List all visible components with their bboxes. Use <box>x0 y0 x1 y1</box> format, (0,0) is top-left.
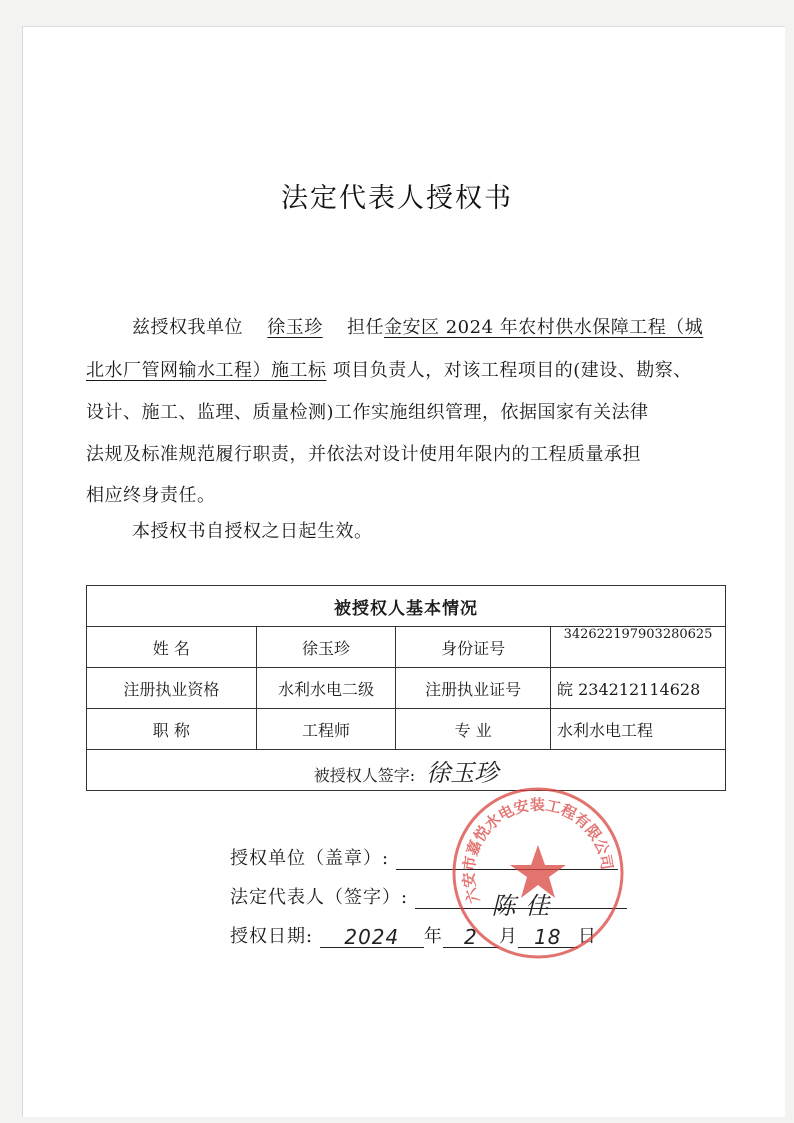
title-value: 工程师 <box>256 709 396 750</box>
seal-text: 六安市嘉悦水电安装工程有限公司 <box>459 795 617 906</box>
responsibility-text: 项目负责人，对该工程项目的(建设、勘察、 <box>332 360 692 381</box>
project-name-part1: 金安区 2024 年农村供水保障工程（城 <box>384 317 704 338</box>
year-unit: 年 <box>423 926 443 947</box>
paragraph-line-1 <box>132 313 703 339</box>
major-value: 水利水电工程 <box>551 709 726 750</box>
signature-row <box>87 750 726 791</box>
month-unit: 月 <box>498 926 518 947</box>
effective-paragraph: 本授权书自授权之日起生效。 <box>132 521 373 542</box>
project-name-part2: 北水厂管网输水工程）施工标 <box>86 360 327 381</box>
year-value: 2024 <box>344 925 400 949</box>
license-number-value: 皖 234212114628 <box>551 668 726 709</box>
title-label: 职 称 <box>87 709 257 750</box>
id-number-value: 342622197903280625 <box>551 627 726 668</box>
table-header: 被授权人基本情况 <box>87 586 726 627</box>
document-title: 法定代表人授权书 <box>281 183 513 214</box>
signature-label: 被授权人签字: <box>313 765 416 785</box>
month-value: 2 <box>463 925 478 949</box>
authorized-person-table <box>86 585 726 791</box>
authorize-text: 兹授权我单位 <box>132 317 243 338</box>
legal-representative-label: 法定代表人（签字）: <box>230 887 409 908</box>
major-label: 专 业 <box>396 709 551 750</box>
company-seal <box>448 783 628 963</box>
qualification-value: 水利水电二级 <box>256 668 396 709</box>
id-number-label: 身份证号 <box>396 627 551 668</box>
date-label: 授权日期: <box>230 926 314 947</box>
paragraph-line-2 <box>86 356 692 382</box>
paragraph-line-5: 相应终身责任。 <box>86 485 216 506</box>
table-row <box>87 627 726 668</box>
table-row <box>87 709 726 750</box>
handwritten-signature: 徐玉珍 <box>426 758 499 787</box>
day-unit: 日 <box>577 926 597 947</box>
qualification-label: 注册执业资格 <box>87 668 257 709</box>
day-value: 18 <box>534 925 562 949</box>
name-label: 姓 名 <box>87 627 257 668</box>
representative-signature: 陈 佳 <box>491 892 551 920</box>
paragraph-line-3: 设计、施工、监理、质量检测)工作实施组织管理，依据国家有关法律 <box>86 402 649 423</box>
paragraph-line-4: 法规及标准规范履行职责，并依法对设计使用年限内的工程质量承担 <box>86 444 641 465</box>
name-value: 徐玉珍 <box>256 627 396 668</box>
authorizing-unit-label: 授权单位（盖章）: <box>230 848 390 869</box>
license-number-label: 注册执业证号 <box>396 668 551 709</box>
year-blank <box>320 925 424 948</box>
authorized-person-name: 徐玉珍 <box>267 317 323 338</box>
table-row <box>87 668 726 709</box>
role-text: 担任 <box>347 317 384 338</box>
